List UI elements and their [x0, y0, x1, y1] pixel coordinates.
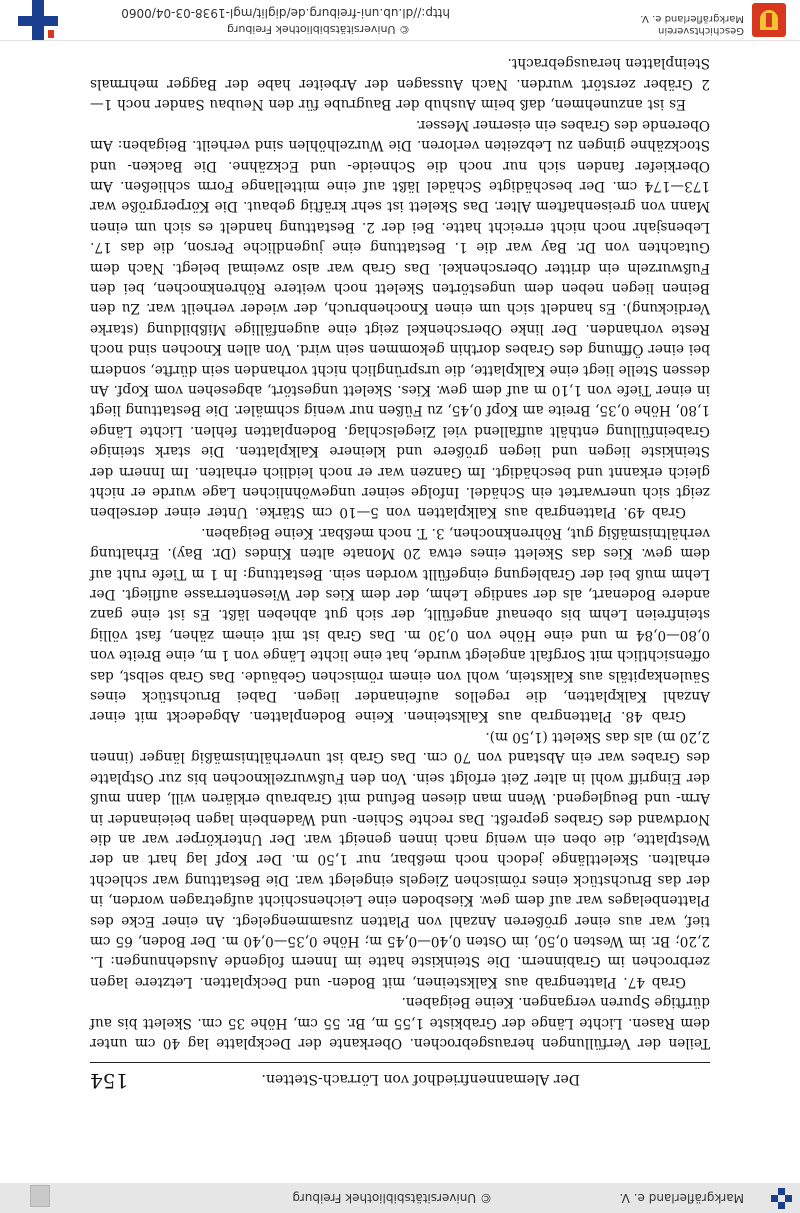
body-text [90, 53, 710, 1053]
coat-of-arms-icon [752, 3, 786, 37]
document-page [0, 40, 800, 1183]
repository-name: Markgräflerland e. V. [619, 1191, 744, 1205]
paragraph: Es ist anzunehmen, daß beim Aushub der Baugrube für den Neubau Sander noch 1—2 Gräber zerstört wurden. Nach Aussagen der Arbeiter habe der Bagger mehrmals Steinplatten herausgebracht. [90, 55, 710, 113]
society-logo-icon [30, 1185, 50, 1207]
paragraph: Grab 47. Plattengrab aus Kalksteinen, mit Boden- und Deckplatten. Letztere lagen zerbrochen im Grabinnern. Die Steinkiste hatte im Innern folgende Ausdehnungen: L. 2,20; Br. im Westen 0,50, im Osten 0,40—0,45 m; Höhe 0,35—0,40 m. Der Boden, 65 cm tief, war aus einer größeren Anzahl von Platten zusammengelegt. An einer Ecke des Plattenbelages war auf dem gew. Kiesboden eine Leichenschicht aufgetragen worden, in der das Bruchstück eines römischen Ziegels eingelegt war. Die Bestattung war schlecht erhalten. Skelettlänge jedoch noch meßbar, nur 1,50 m. Der Kopf lag hart an der Westplatte, die oben ein wenig nach innen geneigt war. Der Unterkörper war an die Nordwand des Grabes gepreßt. Das rechte Schien- und Wadenbein lagen beieinander in Arm- und Beuglegend. Wenn man diesen Befund mit Grabraub erklären will, dann muß der Eingriff wohl in alter Zeit erfolgt sein. Von den Fußwurzelknochen bis zur Ostplatte des Grabes war ein Abstand von 70 cm. Das Grab ist unverhältnismäßig länger (innen 2,20 m) als das Skelett (1,50 m). [90, 728, 710, 990]
copyright-notice: © Universitätsbibliothek Freiburg [227, 23, 410, 36]
page-header [90, 1062, 710, 1097]
repository-bar [0, 1182, 800, 1213]
society-name: Geschichtsverein Markgräflerland e. V. [640, 13, 744, 36]
permalink-url[interactable]: http://dl.ub.uni-freiburg.de/diglit/mgl-1938-03-04/0060 [121, 6, 450, 20]
ub-logo-icon [770, 1187, 792, 1209]
footer-bar [0, 0, 800, 41]
paragraph: Teilen der Verfüllungen herausgebrochen. Oberkante der Deckplatte lag 40 cm unter dem Rasen. Lichte Länge der Grabkiste 1,55 m, Br. 55 cm, Höhe 35 cm. Skelett bis auf dürftige Spuren vergangen. Keine Beigaben. [90, 994, 710, 1051]
page-number: 154 [90, 1069, 129, 1093]
repository-brand: © Universitätsbibliothek Freiburg [292, 1191, 492, 1205]
ub-cross-logo-icon [18, 0, 58, 40]
paragraph: Grab 49. Plattengrab aus Kalkplatten von 5—10 cm Stärke. Unter einer derselben zeigt sich unerwartet ein Schädel. Infolge seiner ungewöhnlichen Lage wurde er nicht gleich erkannt und beschädigt. Im Ganzen war er noch leidlich erhalten. Im Innern der Steinkiste liegen und liegen größere und kleinere Kalkplatten. Die stark steinige Grabeinfüllung enthält auffallend viel Ziegelschlag. Bodenplatten fehlen. Lichte Länge 1,80, Höhe 0,35, Breite am Kopf 0,45, zu Füßen nur wenig schmäler. Die Bestattung liegt in einer Tiefe von 1,10 m auf dem gew. Kies. Skelett ungestört, abgesehen vom Kopf. An dessen Stelle liegt eine Kalkplatte, die ursprünglich nicht vorhanden sein dürfte, sondern bei einer Öffnung des Grabes dorthin gekommen sein wird. Von allen Knochen sind noch Reste vorhanden. Der linke Oberschenkel zeigt eine augenfällige Mißbildung (starke Verdickung). Es handelt sich um einen Knochenbruch, der wieder verheilt war. Zu den Beinen liegen neben dem ungestörten Skelett noch weitere Röhrenknochen, bei den Fußwurzeln ein dritter Oberschenkel. Das Grab war also zweimal belegt. Nach dem Gutachten von Dr. Bay war die 1. Bestattung eine jugendliche Person, die das 17. Lebensjahr noch nicht erreicht hatte. Bei der 2. Bestattung handelt es sich um einen Mann von greisenhaftem Alter. Das Skelett ist sehr kräftig gebaut. Die Körpergröße war 173—174 cm. Der beschädigte Schädel läßt auf eine mittellange Form schließen. Am Oberkiefer fanden sich nur noch die Schneide- und Eckzähne. Die Backen- und Stockzähne gingen zu Lebzeiten verloren. Die Wurzelhöhlen sind verheilt. Beigaben: Am Oberende des Grabes ein eiserner Messer. [90, 116, 710, 521]
paragraph: Grab 48. Plattengrab aus Kalksteinen. Keine Bodenplatten. Abgedeckt mit einer Anzahl Kalkplatten, die regellos aufeinander liegen. Dabei Bruchstück eines Säulenkapitäls aus Kalkstein, wohl von einem römischen Gebäude. Das Grab selbst, das offensichtlich mit Sorgfalt angelegt wurde, hat eine lichte Länge von 1 m, eine Breite von 0,80—0,84 m und eine Höhe von 0,30 m. Das Grab ist mit einem zähen, fast völlig steinfreien Lehm bis obenauf angefüllt, der sich gut abheben läßt. Es ist eine ganz andere Bodenart, als der sandige Lehm, der dem Kies der Wiesenterrasse aufliegt. Der Lehm muß bei der Grablegung eingefüllt worden sein. Bestattung: In 1 m Tiefe ruht auf dem gew. Kies das Skelett eines etwa 20 Monate alten Kindes (Dr. Bay). Erhaltung verhältnismäßig gut, Röhrenknochen, 3. T. noch meßbar. Keine Beigaben. [90, 524, 710, 725]
running-title: Der Alemannenfriedhof von Lörrach-Stetten. [261, 1071, 580, 1087]
